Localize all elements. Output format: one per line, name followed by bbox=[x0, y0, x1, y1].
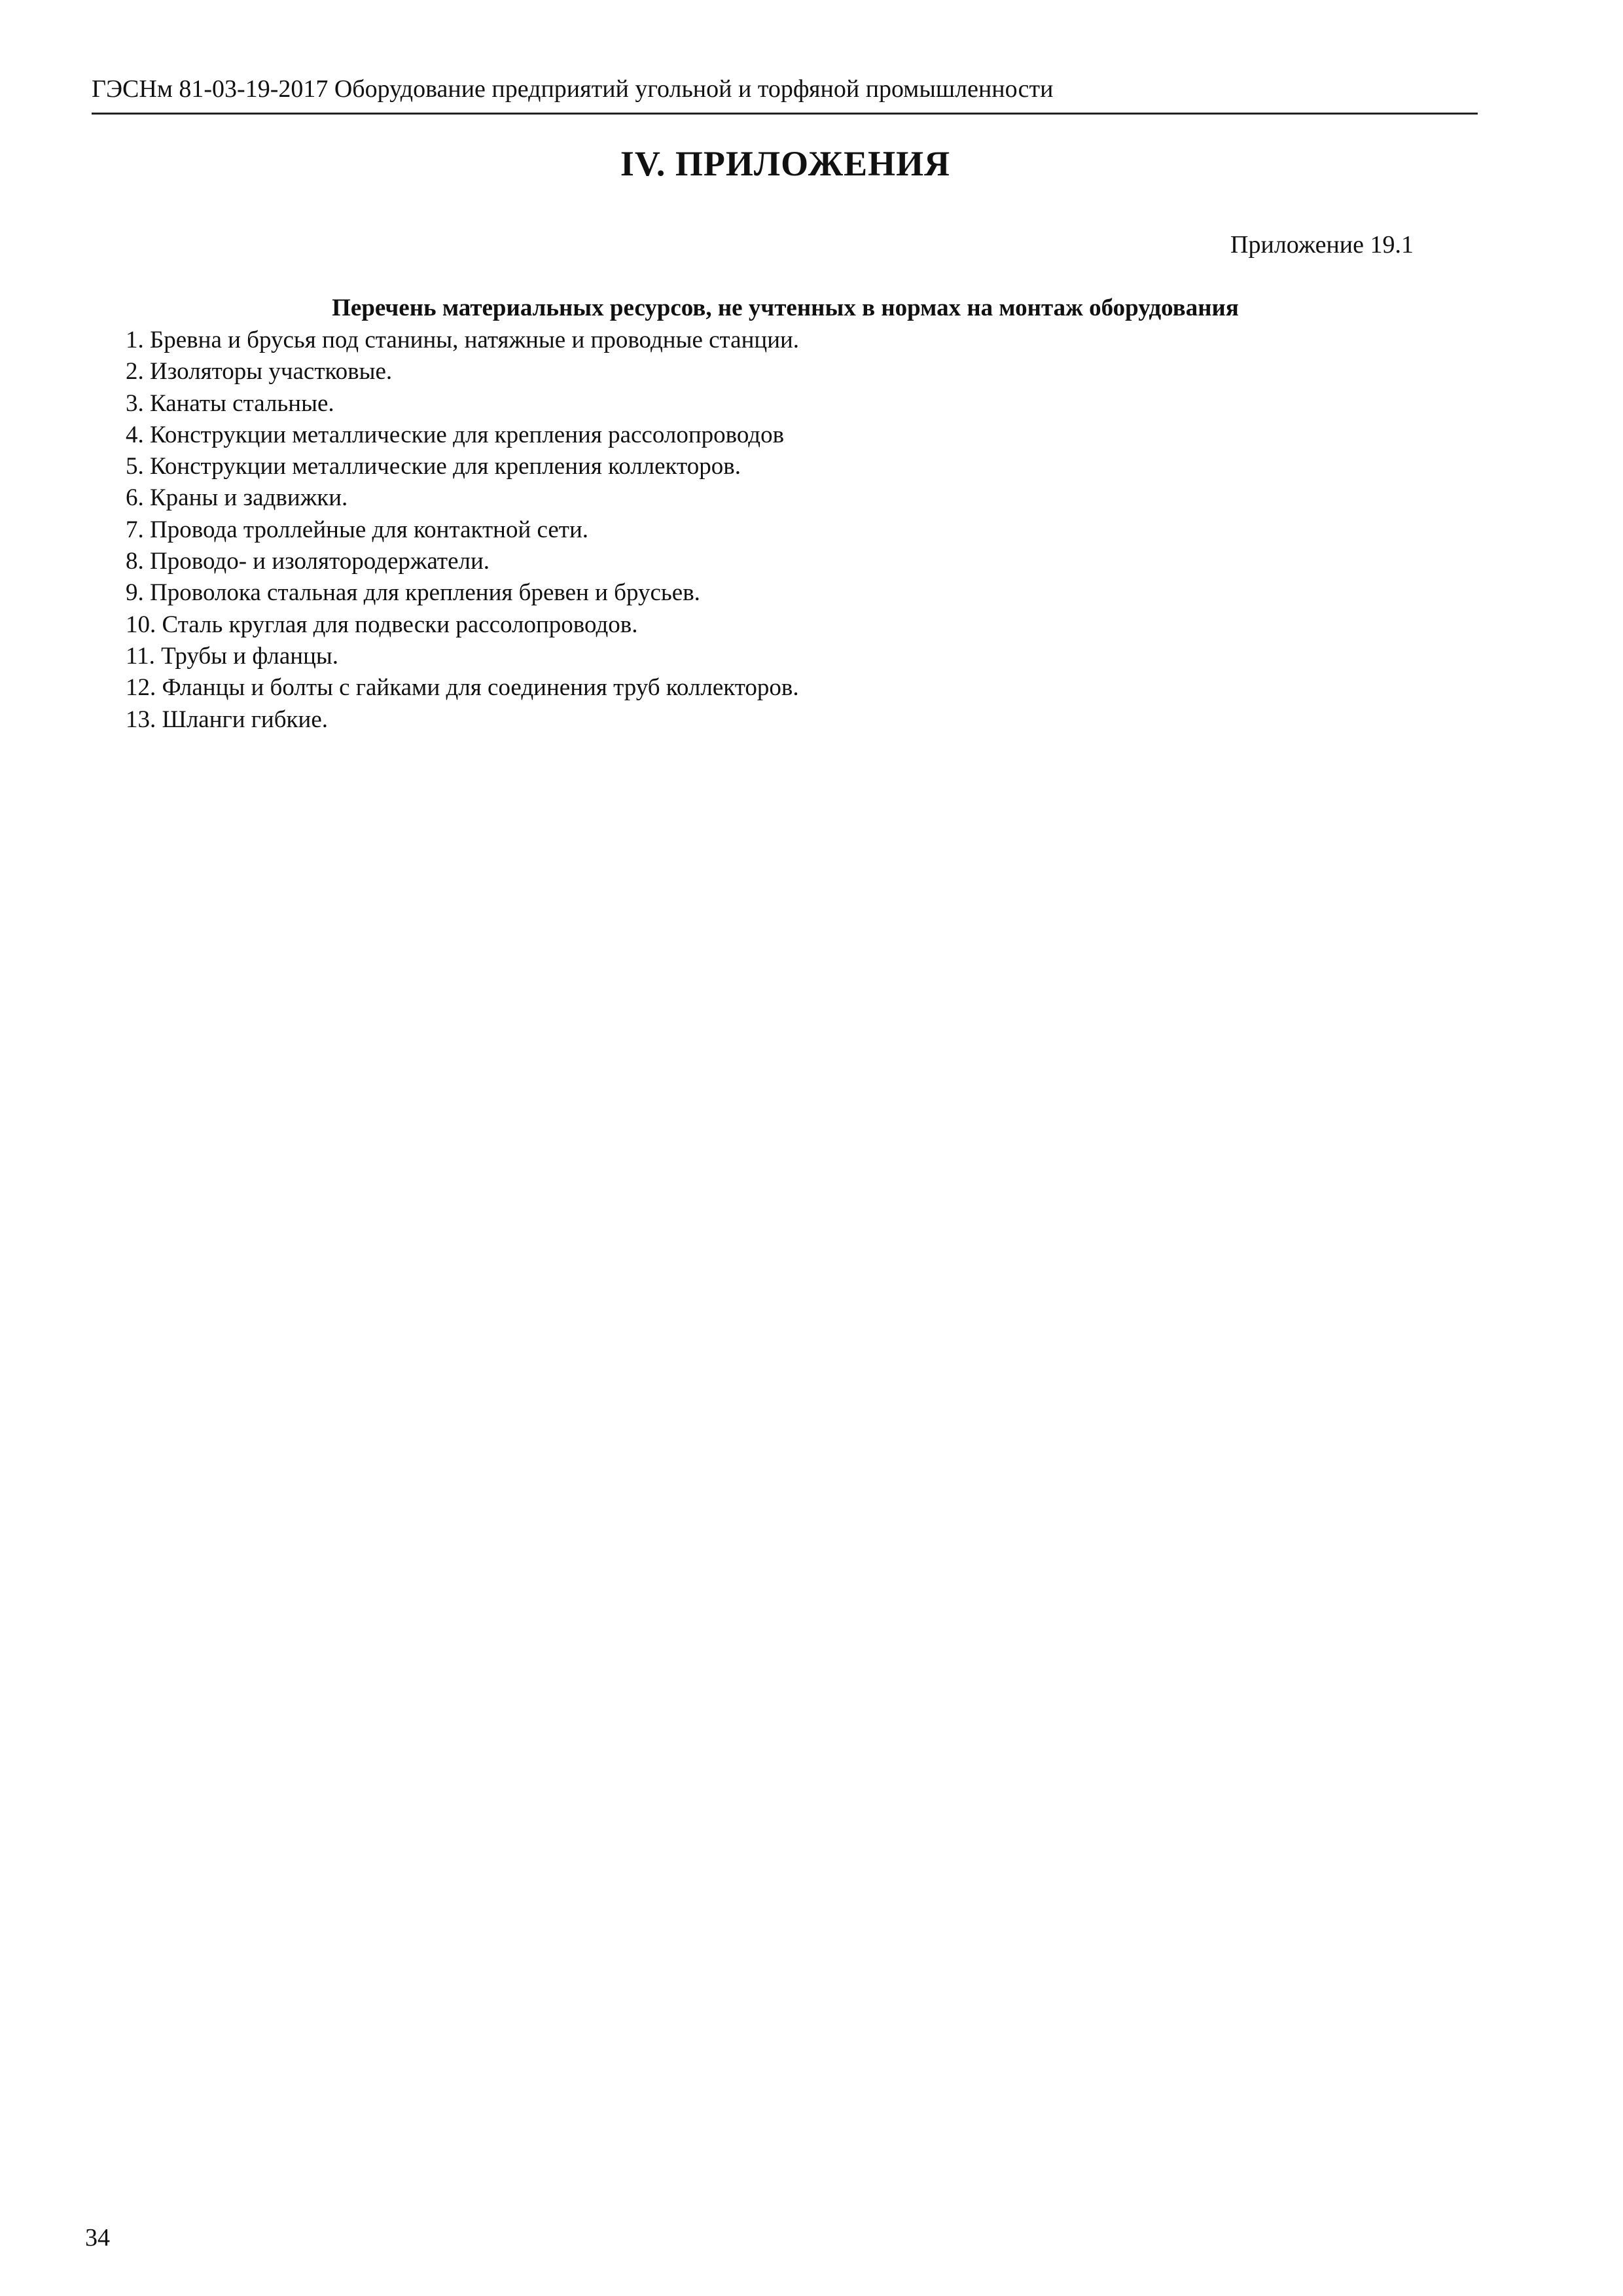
list-item: 4. Конструкции металлические для крепления рассолопроводов bbox=[126, 421, 785, 448]
section-title: IV. ПРИЛОЖЕНИЯ bbox=[620, 144, 951, 183]
list-heading: Перечень материальных ресурсов, не учтенных в нормах на монтаж оборудования bbox=[332, 295, 1239, 321]
list-item: 5. Конструкции металлические для крепления коллекторов. bbox=[126, 453, 741, 480]
list-item: 6. Краны и задвижки. bbox=[126, 484, 348, 512]
list-item: 7. Провода троллейные для контактной сети. bbox=[126, 516, 589, 543]
appendix-label: Приложение 19.1 bbox=[1230, 231, 1414, 259]
list-item: 8. Проводо- и изолятородержатели. bbox=[126, 548, 490, 575]
page-number: 34 bbox=[85, 2224, 110, 2251]
list-item: 11. Трубы и фланцы. bbox=[126, 642, 338, 670]
resource-list bbox=[126, 325, 799, 736]
list-item: 1. Бревна и брусья под станины, натяжные и проводные станции. bbox=[126, 327, 800, 353]
list-item: 13. Шланги гибкие. bbox=[126, 706, 328, 733]
running-header: ГЭСНм 81-03-19-2017 Оборудование предприятий угольной и торфяной промышленности bbox=[92, 73, 1478, 115]
list-item: 2. Изоляторы участковые. bbox=[126, 358, 393, 386]
list-item: 10. Сталь круглая для подвески рассолопроводов. bbox=[126, 611, 638, 638]
list-item: 3. Канаты стальные. bbox=[126, 389, 334, 417]
list-item: 12. Фланцы и болты с гайками для соединения труб коллекторов. bbox=[126, 674, 799, 702]
list-item: 9. Проволока стальная для крепления бревен и брусьев. bbox=[126, 579, 700, 607]
